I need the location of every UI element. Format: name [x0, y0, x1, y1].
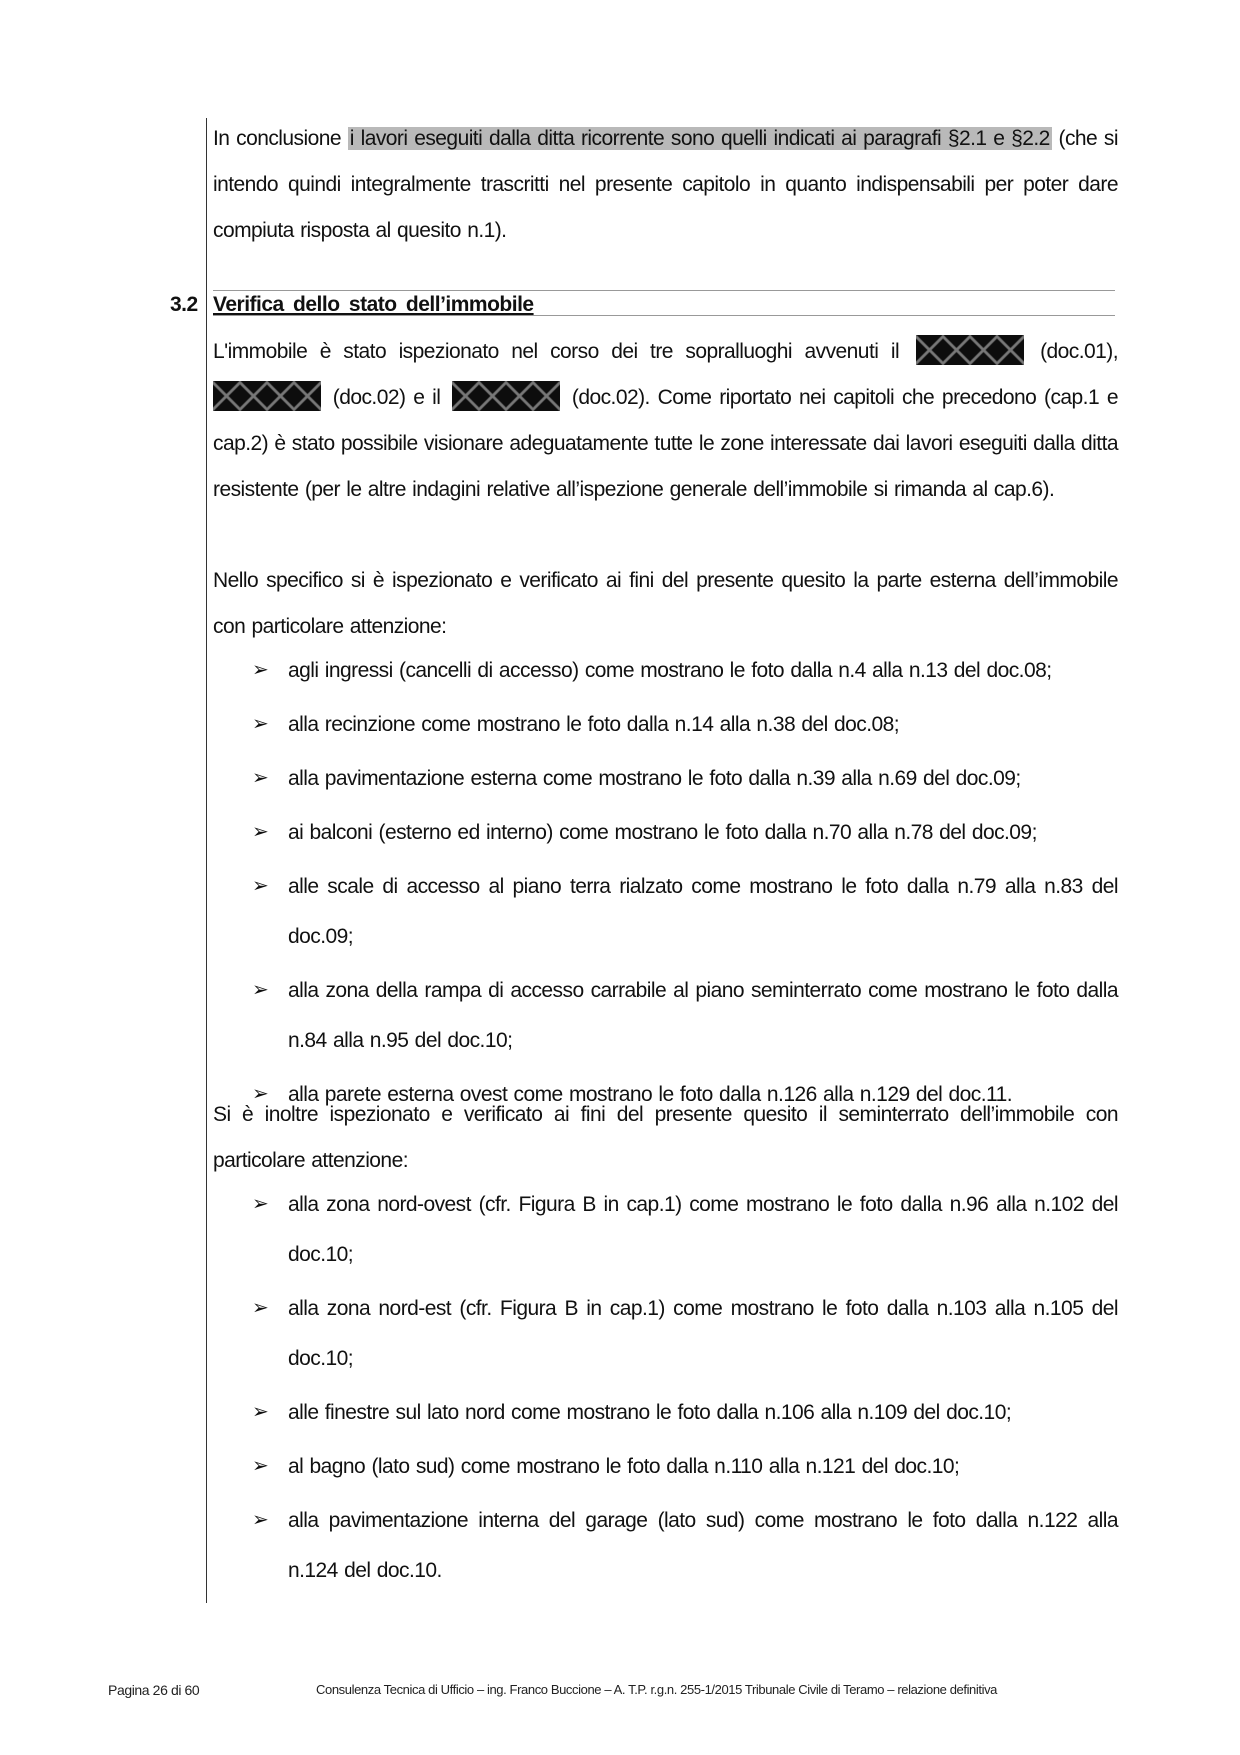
section-title: Verifica dello stato dell’immobile — [213, 293, 534, 316]
basement-inspection-list — [250, 1180, 1118, 1600]
redacted-date-2 — [213, 381, 321, 411]
inspection-text-b: (doc.01), — [1040, 340, 1118, 363]
intro-text-end: (che si intendo quindi integralmente trascritti nel presente capitolo in quanto indispensabili per poter dare compiuta risposta al quesito n.1). — [213, 127, 1118, 242]
arrow-bullet-icon: ➢ — [252, 873, 269, 897]
basement-paragraph: Si è inoltre ispezionato e verificato ai fini del presente quesito il seminterrato dell’immobile con particolare attenzione: — [213, 1103, 1118, 1172]
list-item — [250, 808, 1118, 858]
arrow-bullet-icon: ➢ — [252, 711, 269, 735]
arrow-bullet-icon: ➢ — [252, 1453, 269, 1477]
redacted-date-1 — [916, 335, 1024, 365]
list-item-text: alle scale di accesso al piano terra rialzato come mostrano le foto dalla n.79 alla n.83 del doc.09; — [288, 875, 1118, 948]
inspection-text-a: L'immobile è stato ispezionato nel corso dei tre sopralluoghi avvenuti il — [213, 340, 900, 363]
left-margin-rule — [206, 118, 207, 1603]
arrow-bullet-icon: ➢ — [252, 819, 269, 843]
intro-highlighted-text: i lavori eseguiti dalla ditta ricorrente sono quelli indicati ai paragrafi §2.1 e §2.2 — [349, 127, 1050, 150]
exterior-paragraph: Nello specifico si è ispezionato e verificato ai fini del presente quesito la parte esterna dell’immobile con particolare attenzione: — [213, 569, 1118, 638]
list-item-text: alla zona nord-est (cfr. Figura B in cap.1) come mostrano le foto dalla n.103 alla n.105 del doc.10; — [288, 1297, 1118, 1370]
list-item-text: alla zona della rampa di accesso carrabile al piano seminterrato come mostrano le foto dalla n.84 alla n.95 del doc.10; — [288, 979, 1118, 1052]
list-item — [250, 754, 1118, 804]
list-item-text: alla pavimentazione interna del garage (lato sud) come mostrano le foto dalla n.122 alla n.124 del doc.10. — [288, 1509, 1118, 1582]
inspection-text-d: (doc.02). Come riportato nei capitoli che precedono (cap.1 e cap.2) è stato possibile visionare adeguatamente tutte le zone interessate dai lavori eseguiti dalla ditta resistente (per le altre indagini relative all’ispezione generale dell’immobile si rimanda al cap.6). — [213, 386, 1118, 501]
redacted-date-3 — [452, 381, 560, 411]
list-item-text: alle finestre sul lato nord come mostrano le foto dalla n.106 alla n.109 del doc.10; — [288, 1401, 1012, 1424]
list-item — [250, 646, 1118, 696]
footer-document-info: Consulenza Tecnica di Ufficio – ing. Franco Buccione – A. T.P. r.g.n. 255-1/2015 Tribunale Civile di Teramo – relazione definitiva — [316, 1682, 998, 1697]
intro-text-start: In conclusione — [213, 127, 348, 150]
list-item — [250, 1180, 1118, 1280]
list-item-text: alla recinzione come mostrano le foto dalla n.14 alla n.38 del doc.08; — [288, 713, 900, 736]
arrow-bullet-icon: ➢ — [252, 657, 269, 681]
arrow-bullet-icon: ➢ — [252, 1507, 269, 1531]
list-item-text: agli ingressi (cancelli di accesso) come mostrano le foto dalla n.4 alla n.13 del doc.08; — [288, 659, 1052, 682]
list-item-text: alla zona nord-ovest (cfr. Figura B in cap.1) come mostrano le foto dalla n.96 alla n.102 del doc.10; — [288, 1193, 1118, 1266]
inspection-text-c: (doc.02) e il — [332, 386, 441, 409]
inspection-paragraph — [213, 329, 1118, 513]
list-item — [250, 1442, 1118, 1492]
arrow-bullet-icon: ➢ — [252, 1081, 269, 1105]
exterior-inspection-list — [250, 646, 1118, 1124]
list-item-text: al bagno (lato sud) come mostrano le foto dalla n.110 alla n.121 del doc.10; — [288, 1455, 960, 1478]
arrow-bullet-icon: ➢ — [252, 765, 269, 789]
arrow-bullet-icon: ➢ — [252, 1295, 269, 1319]
list-item — [250, 1388, 1118, 1438]
list-item-text: alla pavimentazione esterna come mostrano le foto dalla n.39 alla n.69 del doc.09; — [288, 767, 1021, 790]
list-item — [250, 1284, 1118, 1384]
arrow-bullet-icon: ➢ — [252, 1191, 269, 1215]
list-item — [250, 700, 1118, 750]
list-item — [250, 862, 1118, 962]
list-item — [250, 1496, 1118, 1596]
list-item-text: ai balconi (esterno ed interno) come mostrano le foto dalla n.70 alla n.78 del doc.09; — [288, 821, 1037, 844]
footer-page-number: Pagina 26 di 60 — [108, 1682, 200, 1698]
section-number: 3.2 — [170, 293, 198, 316]
list-item — [250, 966, 1118, 1066]
arrow-bullet-icon: ➢ — [252, 977, 269, 1001]
intro-paragraph — [213, 116, 1118, 254]
arrow-bullet-icon: ➢ — [252, 1399, 269, 1423]
list-item-text: alla parete esterna ovest come mostrano le foto dalla n.126 alla n.129 del doc.11. — [288, 1083, 1012, 1106]
